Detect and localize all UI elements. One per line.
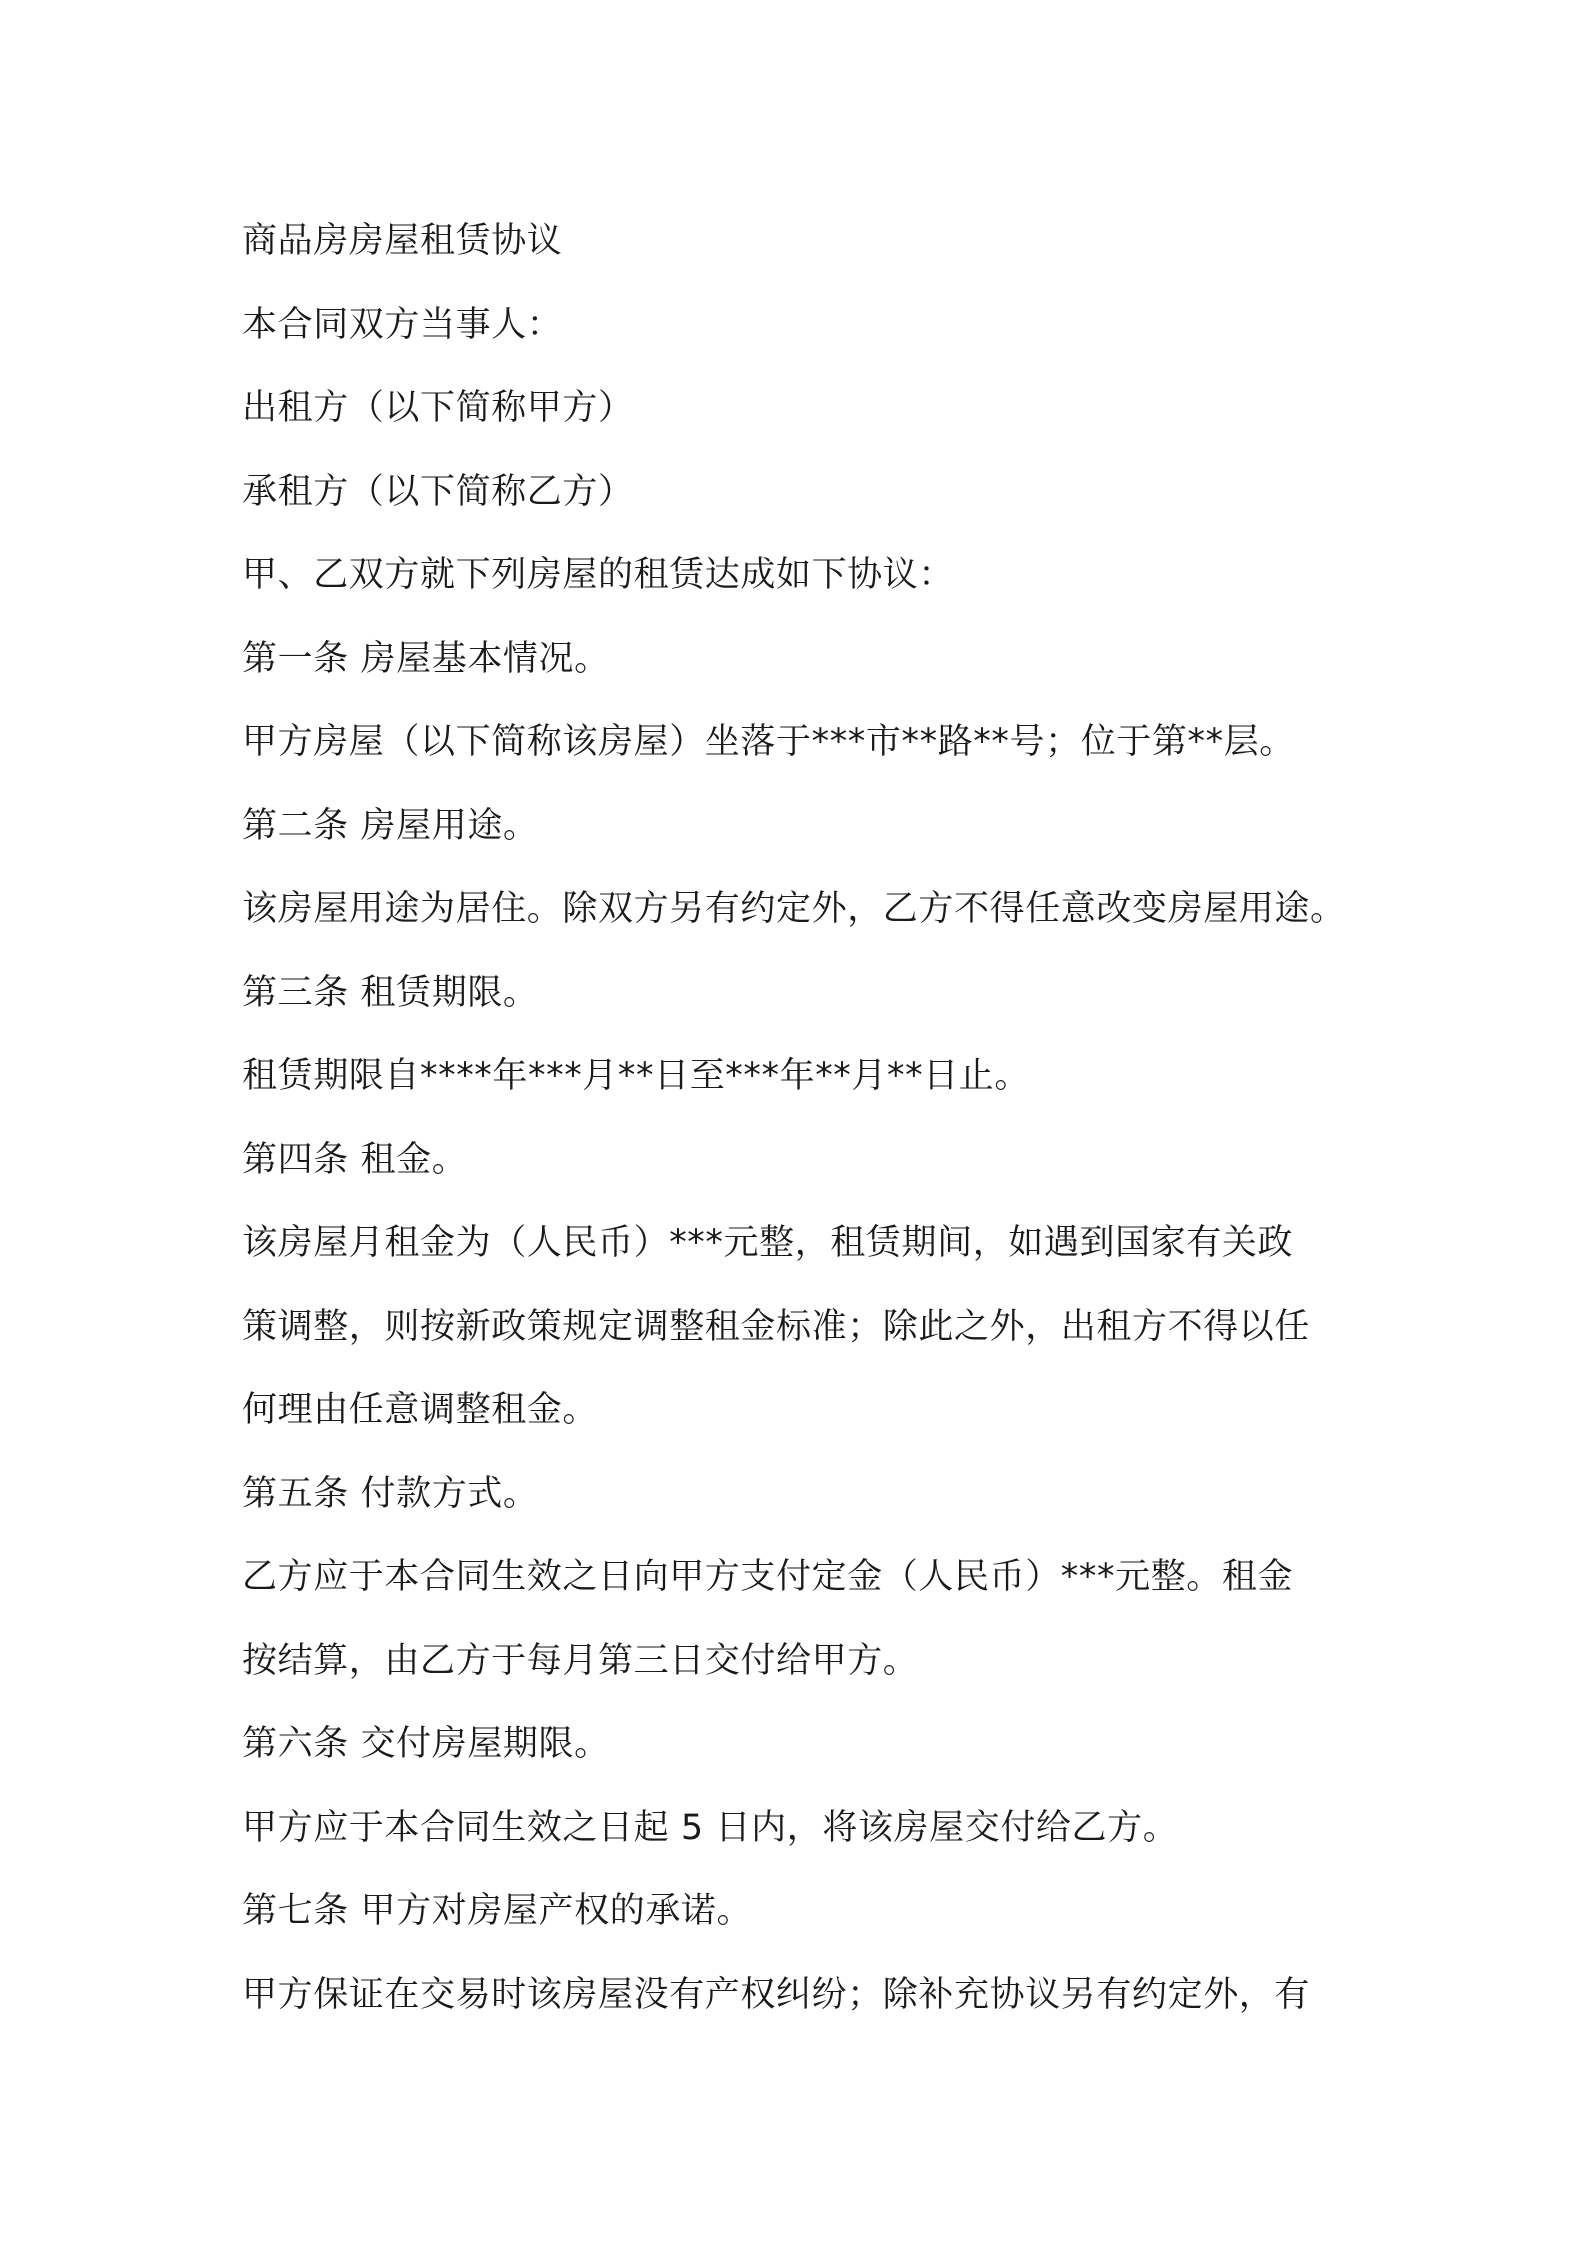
article-7-text-line-1: 甲方保证在交易时该房屋没有产权纠纷；除补充协议另有约定外，有	[242, 1974, 1311, 2015]
article-7-heading: 第七条 甲方对房屋产权的承诺。	[242, 1891, 753, 1931]
article-1-heading: 第一条 房屋基本情况。	[242, 638, 610, 679]
article-5-heading: 第五条 付款方式。	[242, 1473, 539, 1514]
article-3-text: 租赁期限自****年***月**日至***年**月**日止。	[242, 1056, 1031, 1096]
document-body	[242, 200, 1392, 2037]
article-6-heading: 第六条 交付房屋期限。	[242, 1724, 610, 1764]
article-2-heading: 第二条 房屋用途。	[242, 805, 539, 846]
document-title: 商品房房屋租赁协议	[242, 221, 563, 261]
article-4-heading: 第四条 租金。	[242, 1139, 468, 1180]
article-5-text-line-2: 按结算，由乙方于每月第三日交付给甲方。	[242, 1640, 919, 1681]
lessor-line: 出租方（以下简称甲方）	[242, 388, 634, 428]
article-3-heading: 第三条 租赁期限。	[242, 972, 539, 1013]
article-5-text-line-1: 乙方应于本合同生效之日向甲方支付定金（人民币）***元整。租金	[242, 1557, 1294, 1597]
article-4-text-line-3: 何理由任意调整租金。	[242, 1390, 599, 1430]
article-1-text: 甲方房屋（以下简称该房屋）坐落于***市**路**号；位于第**层。	[242, 722, 1295, 762]
article-4-text-line-2: 策调整，则按新政策规定调整租金标准；除此之外，出租方不得以任	[242, 1306, 1311, 1347]
lessee-line: 承租方（以下简称乙方）	[242, 471, 634, 512]
parties-intro: 本合同双方当事人：	[242, 304, 563, 345]
article-4-text-line-1: 该房屋月租金为（人民币）***元整，租赁期间，如遇到国家有关政	[242, 1223, 1294, 1263]
article-6-text: 甲方应于本合同生效之日起 5 日内，将该房屋交付给乙方。	[242, 1807, 1179, 1848]
article-2-text: 该房屋用途为居住。除双方另有约定外，乙方不得任意改变房屋用途。	[242, 889, 1346, 929]
agreement-intro: 甲、乙双方就下列房屋的租赁达成如下协议：	[242, 555, 955, 595]
